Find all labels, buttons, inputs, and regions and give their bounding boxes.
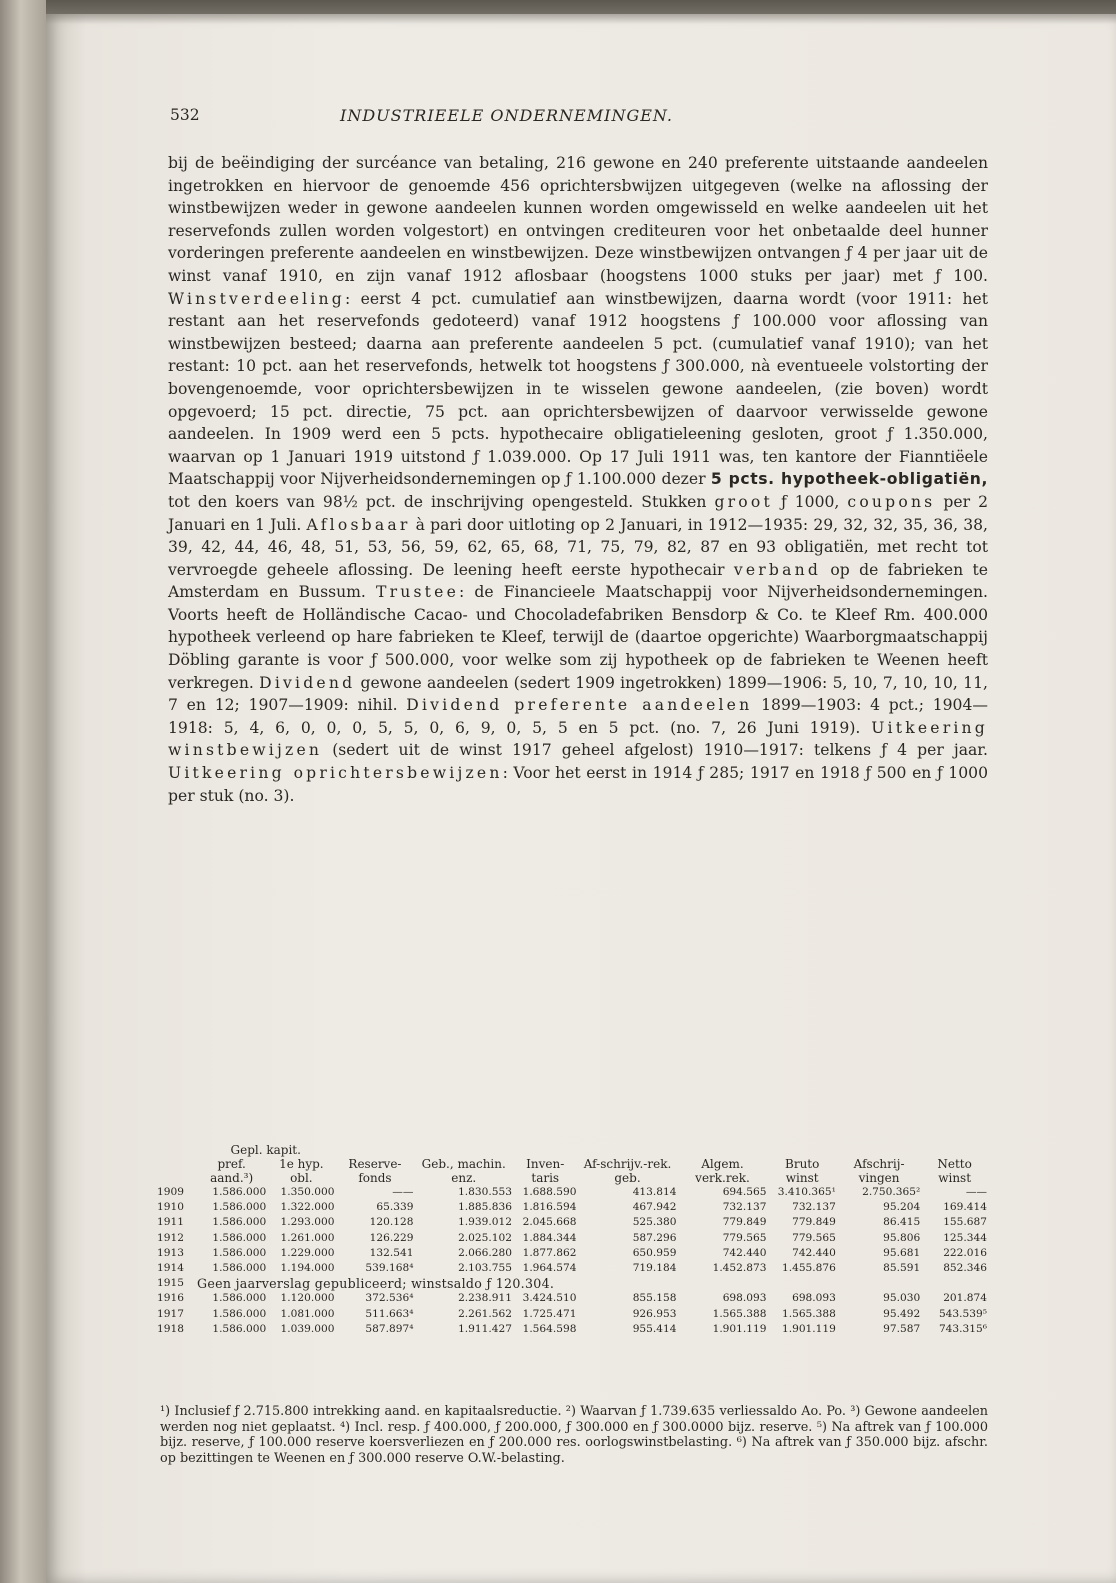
bold-term: 5 pcts. hypotheek-obligatiën, bbox=[710, 470, 988, 489]
table-cell: 1.350.000 bbox=[280, 1186, 335, 1198]
table-cell: 86.415 bbox=[883, 1216, 921, 1229]
table-cell: 1.565.388 bbox=[712, 1307, 767, 1320]
table-year-cell: 1916 bbox=[157, 1292, 184, 1305]
table-group-header-row bbox=[156, 1143, 988, 1157]
table-cell: 1.884.344 bbox=[522, 1231, 577, 1244]
text-run: : de Financieele Maatschappij voor Nijverheidsondernemingen. Voorts heeft de Holländische Cacao- und Chocoladefabriken Bensdorp & Co. te Kleef Rm. 400.000 hypotheek verleend op hare fabrieken te Kleef, terwijl de (daartoe opgerichte) Waarborgmaatschappij Döbling garante is voor ƒ 500.000, voor welke som zij hypotheek op de fabrieken te Weenen heeft verkregen. bbox=[168, 583, 988, 692]
table-year-cell: 1911 bbox=[157, 1216, 184, 1229]
table-cell: 2.066.280 bbox=[458, 1246, 512, 1259]
table-cell: 1.939.012 bbox=[458, 1216, 512, 1229]
table-cell: 511.663⁴ bbox=[365, 1307, 414, 1320]
table-cell: 1.586.000 bbox=[212, 1201, 267, 1214]
table-cell: 1.081.000 bbox=[280, 1307, 335, 1320]
table-cell: 95.204 bbox=[883, 1201, 921, 1214]
table-cell: 3.410.365¹ bbox=[777, 1186, 836, 1198]
table-cell: 855.158 bbox=[632, 1292, 677, 1305]
table-cell: 742.440 bbox=[792, 1246, 836, 1259]
table-cell: 742.440 bbox=[722, 1246, 767, 1259]
table-cell: 587.296 bbox=[632, 1231, 677, 1244]
table-cell: 1.901.119 bbox=[712, 1322, 767, 1335]
footnote-text: ¹) Inclusief ƒ 2.715.800 intrekking aand. en kapitaalsreductie. ²) Waarvan ƒ 1.739.635 verliessaldo Ao. Po. ³) Gewone aandeelen werden nog niet geplaatst. ⁴) Incl. resp. ƒ 400.000, ƒ 200.000, ƒ 300.000 en ƒ 300.0000 bijz. reserve. ⁵) Na aftrek van ƒ 100.000 bijz. reserve, ƒ 100.000 reserve koersverliezen en ƒ 200.000 res. oorlogswinstbelasting. ⁶) Na aftrek van ƒ 350.000 bijz. afschr. op bezittingen te Weenen en ƒ 300.000 reserve O.W.-belasting. bbox=[160, 1404, 988, 1466]
table-cell: 1.725.471 bbox=[522, 1307, 577, 1320]
table-cell: 413.814 bbox=[632, 1186, 677, 1198]
table-year-cell: 1912 bbox=[157, 1231, 184, 1244]
text-run: 1899—1903: 4 pct.; 1904—1918: 5, 4, 6, 0, 0, 0, 5, 5, 0, 6, 9, 0, 5, 5 en 5 pct. (no. 7, 26 Juni 1919). bbox=[168, 696, 988, 737]
spaced-term: Winstverdeeling bbox=[168, 289, 345, 308]
table-cell: 732.137 bbox=[722, 1201, 767, 1214]
footnotes bbox=[160, 1404, 988, 1466]
table-cell: 126.229 bbox=[369, 1231, 414, 1244]
running-title: INDUSTRIEELE ONDERNEMINGEN. bbox=[340, 106, 673, 125]
table-header-cell bbox=[156, 1157, 196, 1185]
table-cell: 1.885.836 bbox=[458, 1201, 512, 1214]
table-cell: 743.315⁶ bbox=[938, 1322, 987, 1335]
book-spine bbox=[0, 0, 46, 1583]
table-cell: 1.322.000 bbox=[280, 1201, 335, 1214]
table-cell: 85.591 bbox=[883, 1262, 921, 1275]
table-cell: 1.816.594 bbox=[522, 1201, 577, 1214]
table-cell: 1.586.000 bbox=[212, 1186, 267, 1198]
table-cell: 1.901.119 bbox=[781, 1322, 836, 1335]
spaced-term: Dividend bbox=[259, 673, 356, 692]
table-header-cell: Reserve-fonds bbox=[348, 1157, 402, 1185]
table-cell: 719.184 bbox=[632, 1262, 677, 1275]
table-cell: 650.959 bbox=[632, 1246, 677, 1259]
spaced-term: Uitkeering oprichtersbewijzen bbox=[168, 764, 503, 783]
table-row bbox=[156, 1291, 988, 1306]
table-row bbox=[156, 1261, 988, 1276]
table-group-header: Gepl. kapit. bbox=[230, 1143, 301, 1157]
table-cell: 1.452.873 bbox=[712, 1262, 767, 1275]
text-run: ƒ 1000, bbox=[772, 492, 848, 511]
table-cell: 2.045.668 bbox=[522, 1216, 577, 1229]
table-cell: 698.093 bbox=[722, 1292, 767, 1305]
table-cell: 95.492 bbox=[883, 1307, 921, 1320]
table-row bbox=[156, 1200, 988, 1215]
table-year-cell: 1909 bbox=[157, 1186, 184, 1198]
table-header-row bbox=[156, 1157, 988, 1185]
spaced-term: Trustee bbox=[375, 583, 460, 602]
table-year-cell: 1914 bbox=[157, 1262, 184, 1275]
table-cell: 169.414 bbox=[943, 1201, 987, 1214]
table-header-cell: pref. aand.³) bbox=[210, 1157, 254, 1185]
table-cell: —— bbox=[965, 1186, 987, 1198]
table-cell: 698.093 bbox=[792, 1292, 836, 1305]
table-cell: 65.339 bbox=[376, 1201, 414, 1214]
table-cell: 1.586.000 bbox=[212, 1292, 267, 1305]
table-cell: 132.541 bbox=[369, 1246, 414, 1259]
table-year-cell: 1910 bbox=[157, 1201, 184, 1214]
table-cell: 1.586.000 bbox=[212, 1246, 267, 1259]
table-cell: 539.168⁴ bbox=[365, 1262, 414, 1275]
table-cell: 1.565.388 bbox=[781, 1307, 836, 1320]
spaced-term: coupons bbox=[847, 492, 936, 511]
table-cell: 852.346 bbox=[943, 1262, 987, 1275]
table-year-cell: 1915 bbox=[157, 1277, 184, 1290]
table-cell: 125.344 bbox=[943, 1231, 987, 1244]
text-run: tot den koers van 98½ pct. de inschrijving opengesteld. Stukken bbox=[168, 492, 715, 511]
table-cell: 2.103.755 bbox=[458, 1262, 512, 1275]
table-header-cell: Af-schrijv.-rek. geb. bbox=[583, 1157, 672, 1185]
table-cell: 543.539⁵ bbox=[938, 1307, 987, 1320]
table-cell: 1.911.427 bbox=[458, 1322, 512, 1335]
text-run: : Voor het eerst in 1914 ƒ 285; 1917 en 1918 ƒ 500 en ƒ 1000 per stuk (no. 3). bbox=[168, 764, 988, 805]
table-header-cell: 1e hyp. obl. bbox=[279, 1157, 324, 1185]
table-cell: 1.830.553 bbox=[458, 1186, 512, 1198]
text-run: : eerst 4 pct. cumulatief aan winstbewijzen, daarna wordt (voor 1911: het restant aan het reservefonds gedoteerd) vanaf 1912 hoogstens ƒ 100.000 voor aflossing van winstbewijzen besteed; daarna aan preferente aandeelen 5 pct. (cumulatief vanaf 1910); van het restant: 10 pct. aan het reservefonds, hetwelk tot hoogstens ƒ 300.000, nà eventueele volstorting der bovengenoemde, voor oprichtersbewijzen in te wisselen gewone aandeelen, (zie boven) wordt opgevoerd; 15 pct. directie, 75 pct. aan oprichtersbewijzen of daarvoor verwisselde gewone aandeelen. In 1909 werd een 5 pcts. hypothecaire obligatieleening gesloten, groot ƒ 1.350.000, waarvan op 1 Januari 1919 uitstond ƒ 1.039.000. Op 17 Juli 1911 was, ten kantore der Fianntiëele Maatschappij voor Nijverheidsondernemingen op ƒ 1.100.000 dezer bbox=[168, 289, 988, 489]
table-cell: 1.586.000 bbox=[212, 1216, 267, 1229]
table-cell: 95.030 bbox=[883, 1292, 921, 1305]
table-body bbox=[156, 1185, 988, 1337]
table-cell: 1.586.000 bbox=[212, 1307, 267, 1320]
table-header-cell: Afschrij-vingen bbox=[853, 1157, 905, 1185]
table-row bbox=[156, 1307, 988, 1322]
table-cell: 587.897⁴ bbox=[365, 1322, 414, 1335]
table-cell: 467.942 bbox=[632, 1201, 677, 1214]
text-run: bij de beëindiging der surcéance van betaling, 216 gewone en 240 preferente uitstaande aandeelen ingetrokken en hiervoor de genoemde 456 oprichtersbwijzen uitgegeven (welke na aflossing der winstbewijzen weder in gewone aandeelen kunnen worden omgewisseld en welke aandeelen uit het reservefonds zullen worden volgestort) en ontvingen crediteuren voor het onbetaalde deel hunner vorderingen preferente aandeelen en winstbewijzen. Deze winstbewijzen ontvangen ƒ 4 per jaar uit de winst vanaf 1910, en zijn vanaf 1912 aflosbaar (hoogstens 1000 stuks per jaar) met ƒ 100. bbox=[168, 154, 988, 285]
table-cell: 201.874 bbox=[943, 1292, 987, 1305]
table-year-cell: 1917 bbox=[157, 1307, 184, 1320]
text-run: (sedert uit de winst 1917 geheel afgelost) 1910—1917: telkens ƒ 4 per jaar. bbox=[322, 741, 988, 760]
table-cell: 1.564.598 bbox=[522, 1322, 577, 1335]
spaced-term: verband bbox=[733, 560, 822, 579]
spaced-term: groot bbox=[714, 492, 773, 511]
table-cell: 955.414 bbox=[632, 1322, 677, 1335]
table-cell: 2.261.562 bbox=[458, 1307, 512, 1320]
table-cell: 694.565 bbox=[722, 1186, 767, 1198]
table-row bbox=[156, 1185, 988, 1200]
table-cell: 1.455.876 bbox=[781, 1262, 836, 1275]
table-cell: 95.681 bbox=[883, 1246, 921, 1259]
table-cell: 1.877.862 bbox=[522, 1246, 577, 1259]
table-cell: 3.424.510 bbox=[522, 1292, 577, 1305]
financial-table bbox=[156, 1143, 988, 1337]
table-cell: 1.120.000 bbox=[280, 1292, 335, 1305]
table-cell: 2.238.911 bbox=[458, 1292, 512, 1305]
page-top-shadow bbox=[46, 0, 1116, 24]
table-cell: 1.688.590 bbox=[522, 1186, 577, 1198]
table-row bbox=[156, 1322, 988, 1337]
table-cell: 779.565 bbox=[792, 1231, 836, 1244]
table-row bbox=[156, 1231, 988, 1246]
table-header-cell: Netto winst bbox=[937, 1157, 972, 1185]
table-cell: 732.137 bbox=[792, 1201, 836, 1214]
table-header-cell: Geb., machin. enz. bbox=[421, 1157, 506, 1185]
table-cell: 525.380 bbox=[632, 1216, 677, 1229]
body-paragraph bbox=[168, 152, 988, 807]
table-cell: 120.128 bbox=[369, 1216, 414, 1229]
spaced-term: Uitkeering winstbewijzen bbox=[168, 718, 988, 760]
table-cell: 779.849 bbox=[792, 1216, 836, 1229]
table-cell: 222.016 bbox=[943, 1246, 987, 1259]
table-cell: 779.565 bbox=[722, 1231, 767, 1244]
table-header-cell bbox=[156, 1143, 196, 1157]
table-cell: 155.687 bbox=[943, 1216, 987, 1229]
table-cell: 779.849 bbox=[722, 1216, 767, 1229]
table-header-cell: Algem. verk.rek. bbox=[695, 1157, 750, 1185]
table-cell: 1.229.000 bbox=[280, 1246, 335, 1259]
table-header-cell: Inven-taris bbox=[526, 1157, 565, 1185]
page-header bbox=[170, 106, 1000, 130]
table-cell: 1.964.574 bbox=[522, 1262, 577, 1275]
text-run: à pari door uitloting op 2 Januari, in 1912—1935: 29, 32, 32, 35, 36, 38, 39, 42, 44, 46, 48, 51, 53, 56, 59, 62, 65, 68, 71, 75, 79, 82, 87 en 93 obligatiën, met recht tot vervroegde geheele aflossing. De leening heeft eerste hypothecair bbox=[168, 515, 988, 579]
page-number: 532 bbox=[170, 106, 200, 124]
body-text bbox=[168, 152, 988, 807]
text-run: op de fabrieken te Amsterdam en Bussum. bbox=[168, 560, 988, 602]
table-cell: 1.586.000 bbox=[212, 1322, 267, 1335]
table-cell: 1.261.000 bbox=[280, 1231, 335, 1244]
table-row bbox=[156, 1215, 988, 1230]
table-note-cell: Geen jaarverslag gepubliceerd; winstsaldo ƒ 120.304. bbox=[197, 1276, 555, 1292]
table-year-cell: 1913 bbox=[157, 1246, 184, 1259]
table-cell: 95.806 bbox=[883, 1231, 921, 1244]
table-cell: 1.586.000 bbox=[212, 1231, 267, 1244]
spaced-term: Aflosbaar bbox=[306, 515, 411, 534]
table-cell: 1.194.000 bbox=[280, 1262, 335, 1275]
table-header-cell: Bruto winst bbox=[785, 1157, 820, 1185]
table-cell: —— bbox=[392, 1186, 414, 1198]
table-cell: 1.293.000 bbox=[280, 1216, 335, 1229]
table-row-1915 bbox=[156, 1276, 988, 1291]
table-cell: 372.536⁴ bbox=[365, 1292, 414, 1305]
table-cell: 926.953 bbox=[632, 1307, 677, 1320]
table-cell: 97.587 bbox=[883, 1322, 921, 1335]
table-cell: 2.025.102 bbox=[458, 1231, 512, 1244]
table-header-cell bbox=[335, 1143, 988, 1157]
text-run: per 2 Januari en 1 Juli. bbox=[168, 492, 989, 534]
table-year-cell: 1918 bbox=[157, 1322, 184, 1335]
text-run: gewone aandeelen (sedert 1909 ingetrokken) 1899—1906: 5, 10, 7, 10, 10, 11, 7 en 12; 1907—1909: nihil. bbox=[168, 673, 988, 715]
table-cell: 1.039.000 bbox=[280, 1322, 335, 1335]
spaced-term: Dividend preferente aandeelen bbox=[406, 696, 753, 715]
table-cell: 2.750.365² bbox=[862, 1186, 921, 1198]
table-row bbox=[156, 1246, 988, 1261]
table-cell: 1.586.000 bbox=[212, 1262, 267, 1275]
